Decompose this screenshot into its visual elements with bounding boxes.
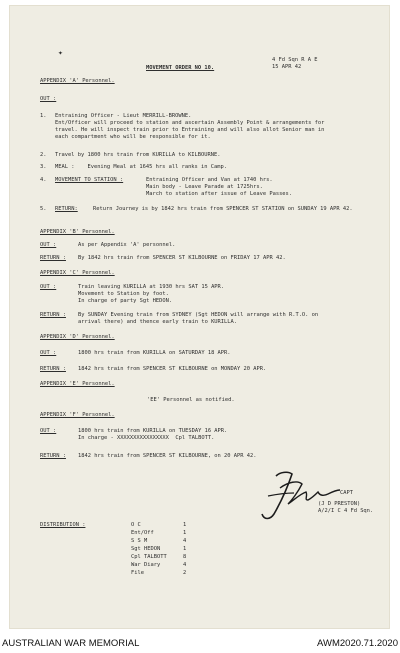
distribution-quantity: 1 <box>183 530 187 536</box>
appendix-c-return-text: arrival there) and thence early train to KURILLA. <box>78 319 238 325</box>
appendix-f-heading: APPENDIX 'F' Personnel. <box>40 412 115 418</box>
item-number: 4. <box>40 177 47 183</box>
distribution-label: DISTRIBUTION : <box>40 522 86 528</box>
distribution-quantity: 1 <box>183 522 187 528</box>
item-text: Return Journey is by 1842 hrs train from SPENCER ST STATION on SUNDAY 19 APR 42. <box>93 206 353 212</box>
distribution-quantity: 8 <box>183 554 187 560</box>
unit-designation: 4 Fd Sqn R A E <box>272 57 318 63</box>
item-text: Entraining Officer - Lieut MERRILL-BROWNE. <box>55 113 192 119</box>
appendix-b-out-text: As per Appendix 'A' personnel. <box>78 242 176 248</box>
item-label: RETURN: <box>55 206 78 212</box>
distribution-recipient: Sgt HEDON <box>131 546 161 552</box>
item-label: MOVEMENT TO STATION : <box>55 177 124 183</box>
appendix-f-out-text: 1800 hrs train from KURILLA on TUESDAY 16 APR. <box>78 428 228 434</box>
distribution-quantity: 4 <box>183 538 187 544</box>
item-text: March to station after issue of Leave Passes. <box>146 191 293 197</box>
appendix-d-out-label: OUT : <box>40 350 57 356</box>
item-text: Main body - Leave Parade at 1725hrs. <box>146 184 263 190</box>
footer-institution: AUSTRALIAN WAR MEMORIAL <box>2 638 140 649</box>
footer-accession-number: AWM2020.71.2020 <box>317 638 398 649</box>
distribution-recipient: War Diary <box>131 562 161 568</box>
distribution-quantity: 1 <box>183 546 187 552</box>
appendix-b-return-text: By 1842 hrs train from SPENCER ST KILBOURNE on FRIDAY 17 APR 42. <box>78 255 286 261</box>
appendix-c-heading: APPENDIX 'C' Personnel. <box>40 270 115 276</box>
handwritten-signature <box>258 466 342 526</box>
distribution-recipient: Ent/Off <box>131 530 154 536</box>
archive-footer <box>0 629 400 653</box>
item-text: Entraining Officer and Van at 1740 hrs. <box>146 177 273 183</box>
signature-rank: CAPT <box>340 490 353 496</box>
appendix-e-heading: APPENDIX 'E' Personnel. <box>40 381 115 387</box>
appendix-d-heading: APPENDIX 'D' Personnel. <box>40 334 115 340</box>
item-number: 3. <box>40 164 47 170</box>
distribution-recipient: S S M <box>131 538 148 544</box>
item-text: MEAL : Evening Meal at 1645 hrs all ranks in Camp. <box>55 164 228 170</box>
appendix-b-return-label: RETURN : <box>40 255 66 261</box>
appendix-b-heading: APPENDIX 'B' Personnel. <box>40 229 115 235</box>
appendix-d-out-text: 1800 hrs train from KURILLA on SATURDAY 18 APR. <box>78 350 231 356</box>
appendix-c-out-label: OUT : <box>40 284 57 290</box>
item-number: 2. <box>40 152 47 158</box>
distribution-recipient: File <box>131 570 144 576</box>
distribution-quantity: 4 <box>183 562 187 568</box>
item-number: 1. <box>40 113 47 119</box>
appendix-d-return-text: 1842 hrs train from SPENCER ST KILBOURNE on MONDAY 20 APR. <box>78 366 267 372</box>
appendix-f-out-text: In charge - XXXXXXXXXXXXXXXX Cpl TALBOTT. <box>78 435 215 441</box>
document-title: MOVEMENT ORDER NO 10. <box>146 65 215 71</box>
distribution-recipient: Cpl TALBOTT <box>131 554 167 560</box>
item-text: travel. He will inspect train prior to Entraining and will also allot Senior man in <box>55 127 325 133</box>
appendix-b-out-label: OUT : <box>40 242 57 248</box>
appendix-a-heading: APPENDIX 'A' Personnel. <box>40 78 115 84</box>
appendix-f-return-text: 1842 hrs train from SPENCER ST KILBOURNE, on 20 APR 42. <box>78 453 257 459</box>
appendix-f-out-label: OUT : <box>40 428 57 434</box>
appendix-c-return-label: RETURN : <box>40 312 66 318</box>
appendix-f-return-label: RETURN : <box>40 453 66 459</box>
punch-hole-mark: ✦ <box>58 48 63 57</box>
appendix-c-out-text: Movement to Station by foot. <box>78 291 169 297</box>
item-text: each compartment who will be responsible for it. <box>55 134 211 140</box>
appendix-c-return-text: By SUNDAY Evening train from SYDNEY (Sgt HEDON will arrange with R.T.O. on <box>78 312 319 318</box>
document-date: 15 APR 42 <box>272 64 302 70</box>
distribution-recipient: O C <box>131 522 141 528</box>
appendix-e-note: 'EE' Personnel as notified. <box>147 397 235 403</box>
signatory-name: (J D PRESTON) <box>318 501 361 507</box>
signatory-role: A/2/I C 4 Fd Sqn. <box>318 508 374 514</box>
appendix-c-out-text: Train leaving KURILLA at 1930 hrs SAT 15 APR. <box>78 284 225 290</box>
distribution-quantity: 2 <box>183 570 187 576</box>
appendix-c-out-text: In charge of party Sgt HEDON. <box>78 298 173 304</box>
item-number: 5. <box>40 206 47 212</box>
appendix-d-return-label: RETURN : <box>40 366 66 372</box>
item-text: Ent/Officer will proceed to station and ascertain Assembly Point & arrangements for <box>55 120 325 126</box>
appendix-a-out-label: OUT : <box>40 96 57 102</box>
item-text: Travel by 1800 hrs train from KURILLA to KILBOURNE. <box>55 152 221 158</box>
